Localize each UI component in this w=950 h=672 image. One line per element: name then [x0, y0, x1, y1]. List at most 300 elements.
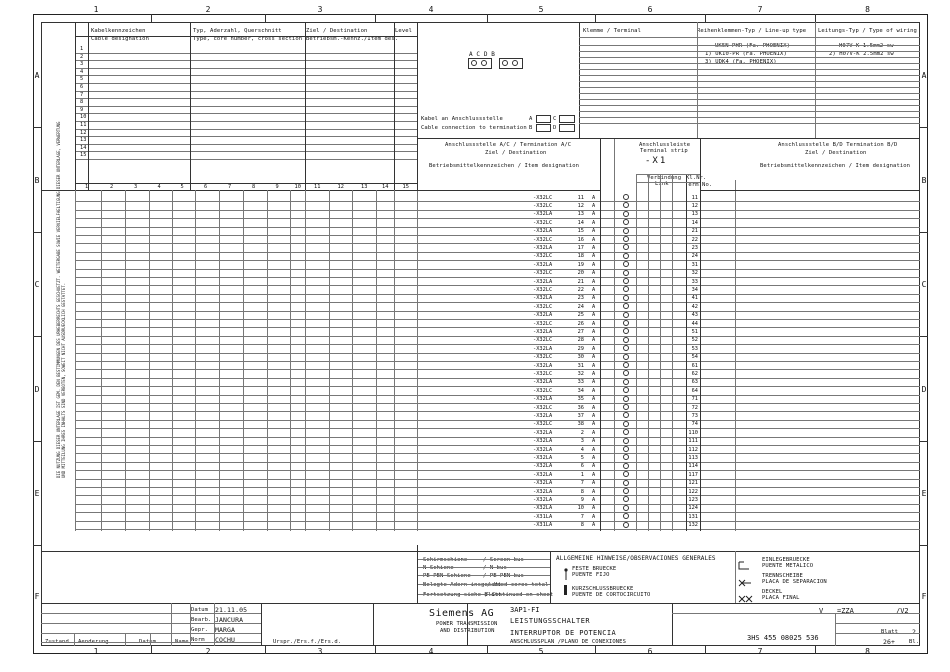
row-pin: 20	[577, 270, 584, 277]
cable-row-line	[75, 83, 417, 84]
row-terminal-number: 117	[688, 471, 698, 478]
notes-left-line	[417, 545, 418, 603]
row-terminal-number: 74	[691, 421, 698, 428]
klemme-header: Klemme / Terminal	[583, 28, 641, 34]
row-terminal-number: 32	[691, 270, 698, 277]
column-number: 14	[382, 184, 389, 190]
cable-row-number: 11	[80, 122, 87, 128]
row-pin: 1	[580, 471, 584, 478]
column-number: 5	[180, 184, 184, 190]
row-side: A	[592, 379, 596, 386]
zone-top-label: 1	[93, 5, 99, 14]
zone-tick	[595, 14, 596, 22]
gepr-label: Gepr.	[191, 627, 209, 633]
zone-left-label: B	[34, 175, 40, 185]
version-label: V	[819, 607, 824, 615]
zone-tick	[920, 127, 928, 128]
row-terminal-number: 61	[691, 362, 698, 369]
row-side: A	[592, 345, 596, 352]
terminal-circle-icon	[623, 312, 629, 318]
row-line	[75, 386, 920, 387]
terminal-circle-icon	[623, 438, 629, 444]
strip-name: -X1	[645, 156, 668, 166]
row-side: A	[592, 320, 596, 327]
cable-row-number: 4	[80, 68, 84, 75]
cable-type-de: Typ, Aderzahl, Querschnitt	[193, 28, 282, 34]
row-line	[75, 529, 920, 530]
title-row-line	[835, 623, 920, 624]
cable-row-line	[75, 121, 417, 122]
datum-value: 21.11.05	[215, 606, 248, 614]
row-device: -X32LC	[533, 320, 553, 327]
link-header-line2	[636, 182, 700, 183]
zone-tick	[151, 646, 152, 654]
column-number: 10	[294, 184, 301, 190]
link-col-line	[672, 174, 673, 531]
grid-col-line	[125, 190, 126, 531]
row-device: -X32LA	[533, 488, 553, 495]
terminal-circle-icon	[623, 396, 629, 402]
row-terminal-number: 122	[688, 488, 698, 495]
terminal-type-panel	[579, 22, 920, 138]
row-pin: 23	[577, 295, 584, 302]
row-side: A	[592, 295, 596, 302]
type-row-line	[579, 117, 920, 118]
row-pin: 28	[577, 337, 584, 344]
row-side: A	[592, 396, 596, 403]
trenn-de: TRENNSCHEIBE	[762, 573, 803, 579]
row-device: -X32LA	[533, 429, 553, 436]
bus-de: Schirmschiene	[423, 557, 468, 563]
zone-bottom-label: 4	[428, 647, 434, 656]
row-device: -X32LC	[533, 236, 553, 243]
row-side: A	[592, 454, 596, 461]
zone-tick	[487, 646, 488, 654]
row-terminal-number: 34	[691, 286, 698, 293]
cable-row-line	[75, 60, 417, 61]
row-side: A	[592, 219, 596, 226]
term-ac-h1: Anschlussstelle A/C / Termination A/C	[445, 142, 572, 148]
column-number: 13	[361, 184, 368, 190]
row-pin: 18	[577, 253, 584, 260]
zone-bottom-label: 1	[93, 647, 99, 656]
title-row-line	[672, 613, 920, 614]
name-label: Name	[175, 639, 189, 645]
row-pin: 7	[580, 513, 584, 520]
row-side: A	[592, 354, 596, 361]
row-device: -X32LC	[533, 194, 553, 201]
row-terminal-number: 24	[691, 253, 698, 260]
datum2-label: Datum	[139, 639, 157, 645]
zone-code: =ZZA	[837, 607, 854, 615]
cable-row-number: 13	[80, 137, 87, 144]
column-number: 3	[134, 184, 138, 190]
row-line	[75, 243, 920, 244]
title-col-line	[261, 603, 262, 646]
title-col-line	[672, 603, 673, 646]
grid-col-line	[101, 190, 102, 531]
bus-line	[417, 559, 550, 560]
deckel-es: PLACA FINAL	[762, 595, 800, 601]
row-device: -X32LA	[533, 496, 553, 503]
grid-col-line	[75, 190, 76, 531]
cable-row-line	[75, 151, 417, 152]
row-side: A	[592, 513, 596, 520]
cable-header-line	[75, 36, 417, 37]
column-number: 8	[252, 184, 256, 190]
leitung-item: H07V-K 1.5mm2 sw	[839, 43, 894, 49]
row-pin: 36	[577, 404, 584, 411]
title-col-line	[125, 633, 126, 646]
row-line	[75, 420, 920, 421]
notes-divider	[550, 551, 551, 603]
strip-link-en: Link	[655, 181, 669, 187]
row-line	[75, 201, 920, 202]
row-side: A	[592, 463, 596, 470]
row-device: -X32LA	[533, 228, 553, 235]
norm-value: COCHU	[215, 636, 236, 644]
row-line	[75, 378, 920, 379]
trenn-icon	[738, 572, 752, 580]
row-device: -X32LA	[533, 211, 553, 218]
zone-tick	[33, 545, 41, 546]
row-side: A	[592, 438, 596, 445]
row-side: A	[592, 488, 596, 495]
cable-table-bottom	[41, 190, 417, 191]
row-device: -X32LA	[533, 328, 553, 335]
row-pin: 7	[580, 480, 584, 487]
type-row-line	[579, 93, 920, 94]
row-line	[75, 344, 920, 345]
link-col-line	[636, 174, 637, 531]
blatt-value: 2	[912, 628, 917, 636]
title-col-line	[835, 613, 836, 646]
cable-row-number: 3	[80, 61, 84, 68]
row-terminal-number: 54	[691, 354, 698, 361]
total-sheets: 26+	[883, 638, 896, 646]
zone-left-label: A	[34, 70, 40, 80]
column-number: 6	[204, 184, 208, 190]
grid-col-line	[219, 190, 220, 531]
row-terminal-number: 41	[691, 295, 698, 302]
row-line	[75, 252, 920, 253]
zustand-label: Zustand	[45, 639, 69, 645]
row-device: -X32LC	[533, 303, 553, 310]
fest-es: PUENTE FIJO	[572, 572, 610, 578]
cable-row-line	[75, 106, 417, 107]
row-terminal-number: 62	[691, 370, 698, 377]
kurz-bridge-icon	[564, 585, 567, 595]
row-device: -X32LC	[533, 270, 553, 277]
row-pin: 16	[577, 236, 584, 243]
row-terminal-number: 121	[688, 480, 698, 487]
cable-col-line	[417, 22, 418, 190]
row-side: A	[592, 362, 596, 369]
row-side: A	[592, 505, 596, 512]
row-device: -X32LC	[533, 387, 553, 394]
terminal-circle-icon	[623, 354, 629, 360]
cable-col-line	[394, 22, 395, 190]
title-block	[41, 603, 920, 647]
row-line	[75, 470, 920, 471]
cable-row-line	[75, 98, 417, 99]
row-side: A	[592, 480, 596, 487]
row-device: -X32LC	[533, 354, 553, 361]
cable-type-en: Type, core number, cross section	[193, 36, 303, 42]
terminal-circle-icon	[623, 404, 629, 410]
row-device: -X32LA	[533, 446, 553, 453]
row-device: -X32LC	[533, 219, 553, 226]
company-name: Siemens AG	[429, 608, 495, 619]
row-device: -X32LC	[533, 253, 553, 260]
grid-col-line	[352, 190, 353, 531]
deckel-icon	[738, 588, 754, 596]
row-terminal-number: 43	[691, 312, 698, 319]
zone-top-label: 6	[647, 5, 653, 14]
type-row-line	[579, 81, 920, 82]
column-number: 12	[337, 184, 344, 190]
bus-line	[417, 584, 550, 585]
zone-left-label: E	[34, 489, 40, 498]
bus-line	[417, 594, 550, 595]
row-device: -X32LC	[533, 421, 553, 428]
row-side: A	[592, 303, 596, 310]
row-side: A	[592, 211, 596, 218]
row-pin: 19	[577, 261, 584, 268]
row-line	[75, 235, 920, 236]
sheet-ref: /V2	[896, 607, 909, 615]
row-side: A	[592, 278, 596, 285]
zone-tick	[920, 441, 928, 442]
zone-right-label: C	[921, 280, 927, 289]
strip-col-line	[614, 138, 615, 531]
row-pin: 35	[577, 396, 584, 403]
title-row-line	[41, 613, 261, 614]
termination-header-top	[417, 138, 920, 139]
strip-h2: Terminal strip	[640, 148, 688, 154]
zone-tick	[33, 127, 41, 128]
zone-right-label: F	[921, 591, 927, 601]
zone-tick	[265, 14, 266, 22]
type-row-line	[579, 105, 920, 106]
title-col-line	[171, 603, 172, 646]
cable-row-number: 12	[80, 129, 87, 136]
bus-de: Belegte Adern insgesamt	[423, 582, 502, 588]
connector-labels: A C D B	[469, 51, 495, 58]
row-side: A	[592, 446, 596, 453]
kurz-es: PUENTE DE CORTOCIRCUITO	[572, 592, 651, 598]
row-line	[75, 218, 920, 219]
terminal-circle-icon	[623, 320, 629, 326]
row-pin: 13	[577, 211, 584, 218]
cable-row-line	[75, 75, 417, 76]
row-device: -X32LA	[533, 396, 553, 403]
row-side: A	[592, 253, 596, 260]
term-bd-h2: Ziel / Destination	[805, 150, 867, 156]
row-pin: 31	[577, 362, 584, 369]
fest-bridge-icon	[564, 565, 568, 577]
trenn-es: PLACA DE SEPARACION	[762, 579, 827, 585]
strip-right-line	[700, 138, 701, 531]
row-side: A	[592, 404, 596, 411]
cable-col-line	[305, 22, 306, 190]
column-number: 7	[228, 184, 232, 190]
kabel-label-en: Cable connection to termination	[421, 125, 527, 131]
row-pin: 27	[577, 328, 584, 335]
termination-ac-bottom	[417, 190, 600, 191]
terminal-circle-icon	[623, 379, 629, 385]
cable-row-number: 10	[80, 114, 87, 121]
einl-de: EINLEGEBRUECKE	[762, 557, 810, 563]
row-device: -X32LC	[533, 202, 553, 209]
row-terminal-number: 22	[691, 236, 698, 243]
column-number: 9	[275, 184, 279, 190]
zone-tick	[487, 14, 488, 22]
row-line	[75, 336, 920, 337]
row-pin: 30	[577, 354, 584, 361]
row-terminal-number: 73	[691, 412, 698, 419]
row-terminal-number: 63	[691, 379, 698, 386]
row-line	[75, 361, 920, 362]
terminal-circle-icon	[623, 211, 629, 217]
row-terminal-number: 53	[691, 345, 698, 352]
type-row-line	[579, 57, 920, 58]
termination-bd-header	[700, 138, 920, 180]
row-terminal-number: 111	[688, 438, 698, 445]
cable-row-number: 1	[80, 46, 84, 52]
zone-tick	[920, 545, 928, 546]
row-side: A	[592, 337, 596, 344]
terminal-circle-icon	[623, 446, 629, 452]
connector-pin-icon	[502, 60, 508, 66]
row-line	[75, 453, 920, 454]
drawing-number: 3HS 455 08025 536	[747, 634, 819, 642]
row-pin: 14	[577, 219, 584, 226]
cable-row-number: 7	[80, 91, 84, 98]
cable-row-line	[75, 129, 417, 130]
row-terminal-number: 114	[688, 463, 698, 470]
cable-row-number: 8	[80, 99, 84, 106]
row-line	[75, 479, 920, 480]
row-terminal-number: 13	[691, 211, 698, 218]
bearb-value: JANCURA	[215, 616, 244, 624]
urspr-label: Urspr./Ers.f./Ers.d.	[273, 639, 342, 645]
cable-row-line	[75, 113, 417, 114]
row-line	[75, 369, 920, 370]
row-device: -X32LA	[533, 278, 553, 285]
cable-col-line	[190, 22, 191, 190]
terminal-circle-icon	[623, 270, 629, 276]
cable-row-number: 15	[80, 152, 87, 159]
cable-designation-de: Kabelkennzeichen	[91, 28, 146, 34]
row-device: -X32LA	[533, 379, 553, 386]
strip-link-de: Verbindung	[647, 175, 682, 181]
zone-tick	[33, 441, 41, 442]
terminal-circle-icon	[623, 253, 629, 259]
connector-panel	[417, 22, 580, 138]
reihen-header: Reihenklemmen-Typ / Line-up type	[697, 28, 807, 34]
termination-bd-bottom	[700, 190, 920, 191]
reihen-item: 1) UK10-PR (Fa. PHOENIX)	[705, 51, 787, 57]
row-line	[75, 495, 920, 496]
row-line	[75, 521, 920, 522]
cable-row-number: 2	[80, 53, 84, 60]
row-terminal-number: 51	[691, 328, 698, 335]
box-b	[536, 124, 551, 132]
row-side: A	[592, 421, 596, 428]
terminal-strip-header	[600, 138, 713, 193]
row-side: A	[592, 202, 596, 209]
grid-col-line	[417, 190, 418, 531]
terminal-circle-icon	[623, 194, 629, 200]
bus-en: / Used cores total	[487, 582, 549, 588]
row-pin: 8	[580, 488, 584, 495]
row-device: -X31LA	[533, 513, 553, 520]
link-col-line	[660, 174, 661, 531]
zone-bottom-label: 3	[317, 647, 323, 656]
title-col-line	[150, 633, 151, 646]
row-side: A	[592, 312, 596, 319]
zone-tick	[375, 646, 376, 654]
bus-en: / PE-PEN-bus	[483, 573, 524, 579]
column-number: 11	[314, 184, 321, 190]
zone-tick	[920, 232, 928, 233]
cable-level: Level	[395, 28, 413, 34]
terminal-circle-icon	[623, 362, 629, 368]
row-terminal-number: 42	[691, 303, 698, 310]
box-a	[536, 115, 551, 123]
type-row-line	[579, 99, 920, 100]
row-line	[75, 395, 920, 396]
product-line-2: LEISTUNGSSCHALTER	[510, 617, 591, 625]
norm-label: Norm	[191, 637, 205, 643]
column-number: 1	[85, 184, 89, 190]
type-row-line	[579, 63, 920, 64]
row-terminal-number: 113	[688, 454, 698, 461]
row-line	[75, 327, 920, 328]
row-terminal-number: 64	[691, 387, 698, 394]
row-pin: 24	[577, 303, 584, 310]
row-side: A	[592, 387, 596, 394]
zone-right-label: B	[921, 175, 927, 185]
product-line-1: 3AP1-FI	[510, 606, 540, 614]
link-col-line	[648, 174, 649, 531]
division-1: POWER TRANSMISSION	[436, 621, 498, 627]
left-zone-ruler	[33, 14, 41, 646]
label-c: C	[553, 116, 557, 122]
row-pin: 9	[580, 496, 584, 503]
terminal-circle-icon	[623, 488, 629, 494]
row-device: -X32LA	[533, 480, 553, 487]
bus-line	[417, 567, 550, 568]
bl-label: Bl.	[909, 639, 920, 645]
kabel-label-de: Kabel an Anschlussstelle	[421, 116, 503, 122]
row-side: A	[592, 328, 596, 335]
strip-left-line	[600, 138, 601, 531]
term-bd-h3: Betriebsmittelkennzeichen / Item designation	[760, 163, 911, 169]
row-device: -X32LC	[533, 370, 553, 377]
row-line	[75, 487, 920, 488]
cable-row-line	[75, 91, 417, 92]
row-line	[75, 294, 920, 295]
cable-target-en: Betriebsm.-Kennz./Item des.	[306, 36, 399, 42]
row-device: -X32LA	[533, 505, 553, 512]
row-pin: 29	[577, 345, 584, 352]
row-side: A	[592, 261, 596, 268]
zone-top-label: 4	[428, 5, 434, 14]
label-a: A	[529, 116, 533, 122]
row-pin: 32	[577, 370, 584, 377]
